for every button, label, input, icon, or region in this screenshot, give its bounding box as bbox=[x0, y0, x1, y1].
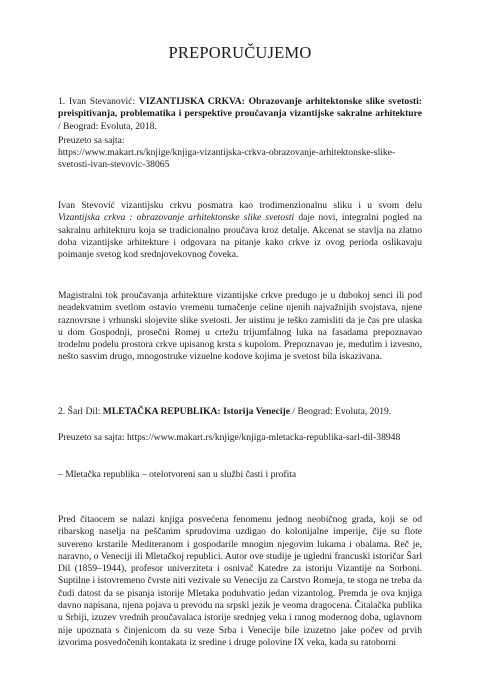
book1-para1-text-b: daje novi, integralni pogled na sakralnu arhitekturu koja se tradicionalno proučava kroz detalje. Akcenat se stavlja na zlatno doba vizantijske arhitekture i odgovara na pitanje kako crkve iz ovog perioda oslikavaju poimanje svetog kod srednjovekovnog čoveka. bbox=[58, 212, 422, 261]
book2-citation bbox=[58, 406, 422, 418]
book1-para1-italic-title: Vizantijska crkva : obrazovanje arhitektonske slike svetosti bbox=[58, 212, 295, 224]
book1-number: 1. bbox=[58, 96, 66, 107]
book1-url-line1[interactable]: https://www.makart.rs/knjige/knjiga-vizantijska-crkva-obrazovanje-arhitektonske-slike- bbox=[58, 147, 396, 158]
page-title: PREPORUČUJEMO bbox=[168, 43, 312, 62]
book1-source-label: Preuzeto sa sajta: bbox=[58, 135, 125, 146]
book2-title: MLETAČKA REPUBLIKA: Istorija Venecije bbox=[102, 406, 290, 417]
book1-url-line2[interactable]: svetosti-ivan-stevovic-38065 bbox=[58, 159, 170, 171]
book1-source-url[interactable] bbox=[58, 147, 422, 172]
book2-description-para: Pred čitaocem se nalazi knjiga posvećena fenomenu jednog neobičnog grada, koji se od ribarskog naselja na peščanim sprudovima uzdigao do kolonijalne imperije, čije su flote suvereno krstarile Mediteranom i gospodarile mnogim njegovim lukama i obalama. Reč je, naravno, o Veneciji ili Mletačkoj republici. Autor ove studije je ugledni francuski istoričar Šarl Dil (1859–1944), profesor univerziteta i osnivač Katedre za istoriju Vizantije na Sorboni. Suptilne i istovremeno čvrste niti vezivale su Veneciju za Carstvo Romeja, te stoga ne treba da čudi datost da se pisanja istorije Mletaka poduhvatio jedan vizantolog. Premda je ova knjiga davno napisana, njena pojava u prevodu na srpski jezik je veoma dragocena. Čitalačka publika u Srbiji, izuzev vrednih proučavalaca istorije srednjeg veka i ranog modernog doba, uglavnom nije upoznata s činjenicom da su veze Srba i Venecije bile izuzetno jake počev od prvih izvorima posvedočenih kontakata iz sredine i druge polovine IX veka, kada su ratoborni bbox=[58, 514, 422, 648]
book2-author: Šarl Dil: bbox=[67, 406, 101, 417]
book2-tagline: – Mletačka republika – otelotvoreni san u službi časti i profita bbox=[58, 469, 297, 480]
book1-publisher: / Beograd: Evoluta, 2018. bbox=[58, 120, 157, 132]
book2-publisher: / Beograd: Evoluta, 2019. bbox=[292, 406, 392, 417]
book1-description-para2: Magistralni tok proučavanja arhitekture vizantijske crkve predugo je u dubokoj senci ili pod neadekvatnim svetlom ostavio vremenu tumačenje celine njenih najvažnijih svojstava, njene raznovrsne i vrhunski slojevite slike svetosti. Jer uistinu je teško zamisliti da je čas pre ulaska u dom Gospodnji, prosečni Romej u crtežu trijumfalnog luka na fasadama prepoznavao trodelnu podelu prostora crkve upisanog krsta s kupolom. Prepoznavao je, medutim i izvesno, nešto sasvim drugo, mnogostruke vizuelne kodove kojima je svetost bila iskazivana. bbox=[58, 290, 422, 363]
book2-number: 2. bbox=[58, 406, 66, 417]
book1-title: VIZANTIJSKA CRKVA: Obrazovanje arhitektonske slike svetosti: preispitivanja, problematika i perspektive proučavanja vizantijske sakralne arhitekture bbox=[58, 96, 422, 120]
book1-author: Ivan Stevanović: bbox=[68, 96, 136, 107]
book1-citation bbox=[58, 96, 422, 133]
book2-source-line[interactable]: Preuzeto sa sajta: https://www.makart.rs/knjige/knjiga-mletacka-republika-sarl-dil-38948 bbox=[58, 432, 401, 443]
book1-para1-text-a: Ivan Stevović vizantijsku crkvu posmatra kao trodimenzionalnu sliku i u svom delu bbox=[58, 200, 422, 211]
book1-description-para1 bbox=[58, 200, 422, 261]
